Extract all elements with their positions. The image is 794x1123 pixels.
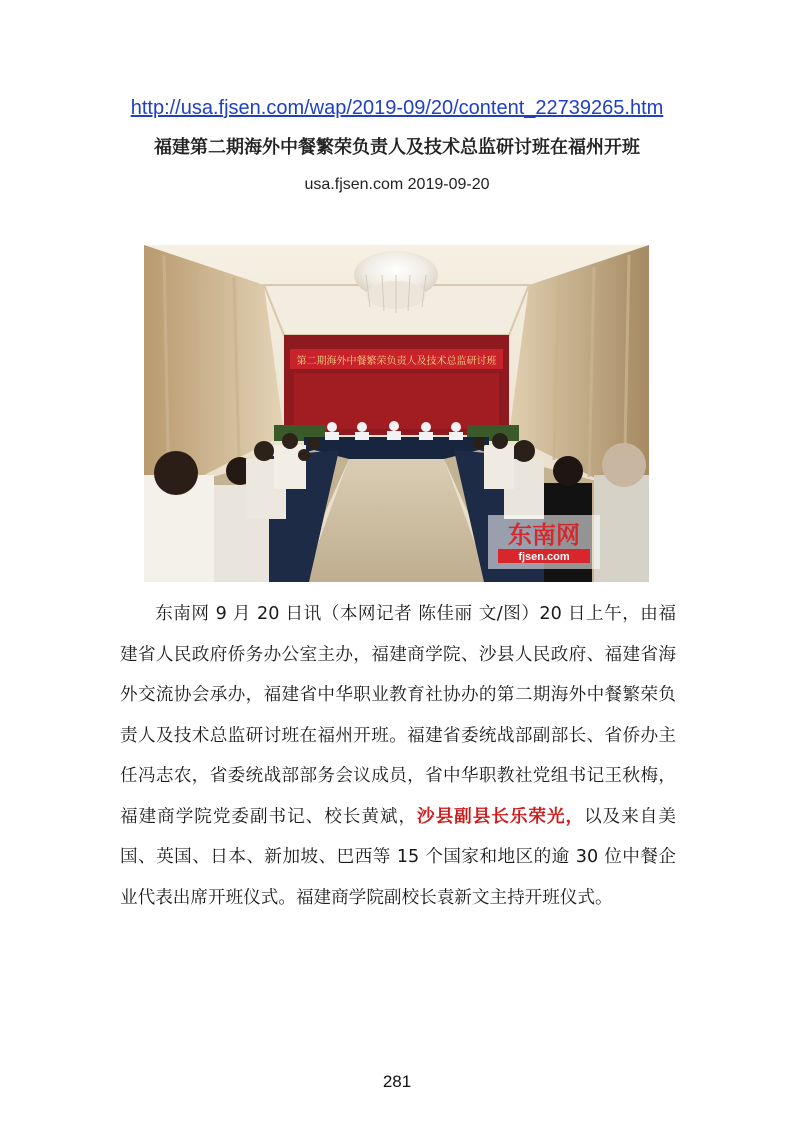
meeting-photo-svg bbox=[144, 245, 649, 582]
article-body bbox=[120, 594, 676, 918]
source-date: usa.fjsen.com 2019-09-20 bbox=[304, 176, 490, 193]
article-text-before: 东南网 9 月 20 日讯（本网记者 陈佳丽 文/图）20 日上午，由福建省人民政府侨务办公室主办，福建商学院、沙县人民政府、福建省海外交流协会承办，福建省中华职业教育社协办的第二期海外中餐繁荣负责人及技术总监研讨班在福州开班。福建省委统战部副部长、省侨办主任冯志农，省委统战部部务会议成员，省中华职教社党组书记王秋梅，福建商学院党委副书记、校长黄斌， bbox=[120, 604, 676, 827]
stage-wall bbox=[294, 373, 499, 429]
watermark-domain: fjsen.com bbox=[518, 551, 570, 563]
highlighted-text: 沙县副县长乐荣光， bbox=[417, 806, 585, 827]
article-paragraph bbox=[120, 594, 676, 918]
meeting-photo bbox=[144, 245, 649, 582]
banner-text: 第二期海外中餐繁荣负责人及技术总监研讨班 bbox=[296, 356, 497, 367]
page-number: 281 bbox=[382, 1072, 412, 1091]
article-text-after: 以及来自美国、英国、日本、新加坡、巴西等 15 个国家和地区的逾 30 位中餐企业代表出席开班仪式。福建商学院副校长袁新文主持开班仪式。 bbox=[120, 806, 676, 908]
source-url-link[interactable]: http://usa.fjsen.com/wap/2019-09/20/content_22739265.htm bbox=[130, 97, 664, 119]
watermark-logo: 东南网 bbox=[508, 521, 580, 549]
article-title: 福建第二期海外中餐繁荣负责人及技术总监研讨班在福州开班 bbox=[154, 137, 640, 158]
